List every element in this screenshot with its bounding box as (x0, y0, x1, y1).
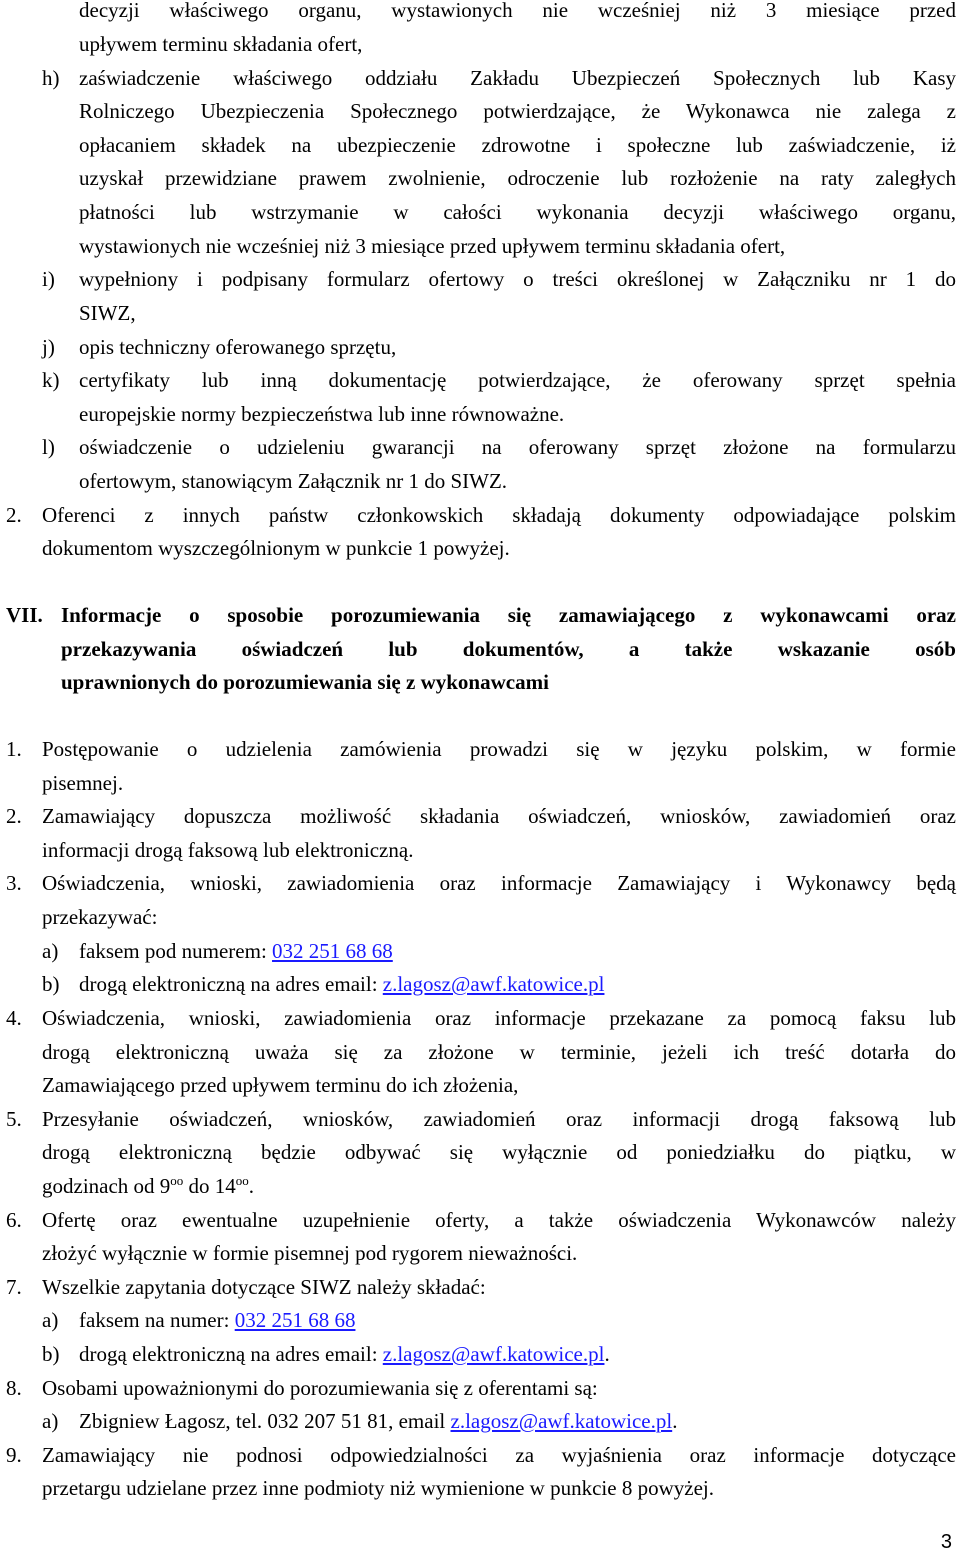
list-number: 4. (6, 1006, 22, 1030)
fax-number-link[interactable]: 032 251 68 68 (234, 1308, 356, 1332)
fax-text: faksem na numer: (79, 1308, 235, 1332)
hours-superscript: oo (235, 1173, 249, 1188)
email-link[interactable]: z.lagosz@awf.katowice.pl (450, 1409, 673, 1433)
text-line: certyfikaty lub inną dokumentację potwierdzające, że oferowany sprzęt spełnia (79, 368, 956, 392)
list-number: 9. (6, 1443, 22, 1467)
sublist-label: b) (42, 972, 60, 996)
list-number: 2. (6, 503, 22, 527)
text-line: opłacaniem składek na ubezpieczenie zdrowotne i społeczne lub zaświadczenie, iż (79, 133, 956, 157)
sublist-label: b) (42, 1342, 60, 1366)
list-label: l) (42, 435, 55, 459)
fax-number-link[interactable]: 032 251 68 68 (272, 939, 393, 963)
section-heading-line: uprawnionych do porozumiewania się z wykonawcami (61, 670, 549, 694)
hours-line (42, 1169, 254, 1203)
sublist-label: a) (42, 1308, 59, 1332)
text-line: wystawionych nie wcześniej niż 3 miesiące przed upływem terminu składania ofert, (79, 234, 786, 258)
contact-text: Zbigniew Łagosz, tel. 032 207 51 81, email (79, 1409, 451, 1433)
text-line: Postępowanie o udzielenia zamówienia prowadzi się w języku polskim, w formie (42, 737, 956, 761)
text-line: Przesyłanie oświadczeń, wniosków, zawiadomień oraz informacji drogą faksową lub (42, 1107, 956, 1131)
list-number: 8. (6, 1376, 22, 1400)
text-line: uzyskał przewidziane prawem zwolnienie, odroczenie lub rozłożenie na raty zaległych (79, 166, 956, 190)
text-line: dokumentom wyszczególnionym w punkcie 1 powyżej. (42, 536, 510, 560)
hours-text: do 14 (183, 1174, 236, 1198)
email-text: drogą elektroniczną na adres email: (79, 1342, 383, 1366)
text-line: wypełniony i podpisany formularz ofertowy o treści określonej w Załączniku nr 1 do (79, 267, 956, 291)
list-number: 2. (6, 804, 22, 828)
section-heading-line: Informacje o sposobie porozumiewania się zamawiającego z wykonawcami oraz (61, 603, 956, 627)
text-line: drogą elektroniczną będzie odbywać się wyłącznie od poniedziałku do piątku, w (42, 1140, 956, 1164)
list-label: j) (42, 335, 55, 359)
email-line (79, 967, 604, 1001)
text-line: upływem terminu składania ofert, (79, 32, 363, 56)
text-line: Ofertę oraz ewentualne uzupełnienie oferty, a także oświadczenia Wykonawców należy (42, 1208, 956, 1232)
text-line: ofertowym, stanowiącym Załącznik nr 1 do SIWZ. (79, 469, 508, 493)
email-link[interactable]: z.lagosz@awf.katowice.pl (382, 1342, 605, 1366)
text-line: Osobami upoważnionymi do porozumiewania się z oferentami są: (42, 1376, 598, 1400)
fax-line (79, 934, 393, 968)
list-label: k) (42, 368, 60, 392)
contact-text: . (672, 1409, 678, 1433)
text-line: SIWZ, (79, 301, 136, 325)
text-line: złożyć wyłącznie w formie pisemnej pod rygorem nieważności. (42, 1241, 578, 1265)
fax-text: faksem pod numerem: (79, 939, 273, 963)
hours-superscript: oo (170, 1173, 184, 1188)
email-text: drogą elektroniczną na adres email: (79, 972, 383, 996)
text-line: Zamawiający dopuszcza możliwość składania oświadczeń, wniosków, zawiadomień oraz (42, 804, 956, 828)
fax-line (79, 1303, 355, 1337)
text-line: decyzji właściwego organu, wystawionych nie wcześniej niż 3 miesiące przed (79, 0, 956, 22)
hours-text: . (248, 1174, 255, 1198)
text-line: Oferenci z innych państw członkowskich składają dokumenty odpowiadające polskim (42, 503, 956, 527)
list-number: 7. (6, 1275, 22, 1299)
text-line: europejskie normy bezpieczeństwa lub inne równoważne. (79, 402, 565, 426)
contact-line (79, 1404, 677, 1438)
list-number: 5. (6, 1107, 22, 1131)
text-line: oświadczenie o udzieleniu gwarancji na oferowany sprzęt złożone na formularzu (79, 435, 956, 459)
page-number: 3 (940, 1531, 952, 1553)
sublist-label: a) (42, 939, 59, 963)
list-label: i) (42, 267, 55, 291)
text-line: płatności lub wstrzymanie w całości wykonania decyzji właściwego organu, (79, 200, 956, 224)
email-line (79, 1337, 610, 1371)
email-link[interactable]: z.lagosz@awf.katowice.pl (382, 972, 605, 996)
sublist-label: a) (42, 1409, 59, 1433)
text-line: przetargu udzielane przez inne podmioty niż wymienione w punkcie 8 powyżej. (42, 1476, 714, 1500)
email-text: . (604, 1342, 610, 1366)
text-line: Rolniczego Ubezpieczenia Społecznego potwierdzające, że Wykonawca nie zalega z (79, 99, 956, 123)
text-line: Wszelkie zapytania dotyczące SIWZ należy składać: (42, 1275, 486, 1299)
list-label: h) (42, 66, 60, 90)
text-line: drogą elektroniczną uważa się za złożone w terminie, jeżeli ich treść dotarła do (42, 1040, 956, 1064)
text-line: pisemnej. (42, 771, 124, 795)
text-line: zaświadczenie właściwego oddziału Zakładu Ubezpieczeń Społecznych lub Kasy (79, 66, 956, 90)
section-heading-line: przekazywania oświadczeń lub dokumentów, a także wskazanie osób (61, 637, 956, 661)
section-number: VII. (6, 603, 43, 627)
list-number: 3. (6, 871, 22, 895)
text-line: przekazywać: (42, 905, 158, 929)
text-line: Oświadczenia, wnioski, zawiadomienia oraz informacje przekazane za pomocą faksu lub (42, 1006, 956, 1030)
list-number: 6. (6, 1208, 22, 1232)
text-line: Oświadczenia, wnioski, zawiadomienia oraz informacje Zamawiający i Wykonawcy będą (42, 871, 956, 895)
text-line: informacji drogą faksową lub elektroniczną. (42, 838, 414, 862)
text-line: opis techniczny oferowanego sprzętu, (79, 335, 397, 359)
text-line: Zamawiający nie podnosi odpowiedzialności za wyjaśnienia oraz informacje dotyczące (42, 1443, 956, 1467)
list-number: 1. (6, 737, 22, 761)
hours-text: godzinach od 9 (42, 1174, 171, 1198)
text-line: Zamawiającego przed upływem terminu do ich złożenia, (42, 1073, 519, 1097)
